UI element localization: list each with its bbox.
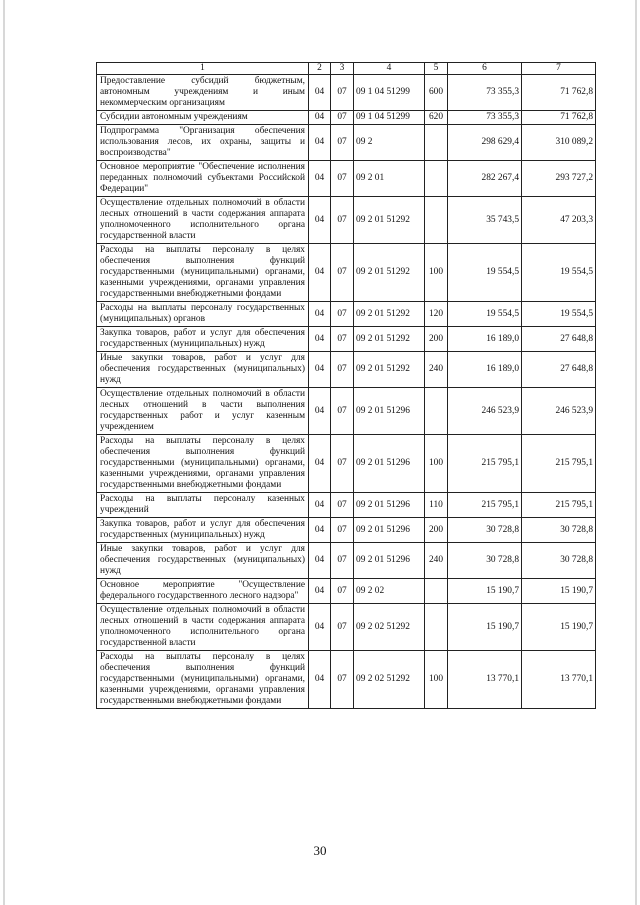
target-article-cell: 09 2 01 51292 bbox=[354, 352, 425, 388]
section-cell: 04 bbox=[309, 244, 331, 302]
expense-type-cell: 240 bbox=[425, 543, 448, 579]
amount-year2-cell: 30 728,8 bbox=[522, 518, 596, 543]
amount-year2-cell: 27 648,8 bbox=[522, 352, 596, 388]
amount-year2-cell: 246 523,9 bbox=[522, 388, 596, 435]
expense-type-cell: 100 bbox=[425, 435, 448, 493]
expense-type-cell: 100 bbox=[425, 651, 448, 709]
section-cell: 04 bbox=[309, 518, 331, 543]
section-cell: 04 bbox=[309, 435, 331, 493]
expense-name-cell: Иные закупки товаров, работ и услуг для обеспечения государственных (муниципальных) нужд bbox=[97, 352, 309, 388]
amount-year1-cell: 298 629,4 bbox=[448, 125, 522, 161]
subsection-cell: 07 bbox=[331, 352, 354, 388]
expense-name-cell: Осуществление отдельных полномочий в области лесных отношений в части содержания аппарата уполномоченного исполнительного органа государственной власти bbox=[97, 197, 309, 244]
section-cell: 04 bbox=[309, 493, 331, 518]
section-cell: 04 bbox=[309, 543, 331, 579]
expense-name-cell: Предоставление субсидий бюджетным, автономным учреждениям и иным некоммерческим организациям bbox=[97, 75, 309, 111]
section-cell: 04 bbox=[309, 75, 331, 111]
section-cell: 04 bbox=[309, 125, 331, 161]
subsection-cell: 07 bbox=[331, 327, 354, 352]
header-cell-4: 4 bbox=[354, 63, 425, 75]
table-row bbox=[97, 161, 596, 197]
table-row bbox=[97, 388, 596, 435]
header-cell-5: 5 bbox=[425, 63, 448, 75]
amount-year2-cell: 71 762,8 bbox=[522, 75, 596, 111]
target-article-cell: 09 2 01 51296 bbox=[354, 435, 425, 493]
expense-name-cell: Иные закупки товаров, работ и услуг для обеспечения государственных (муниципальных) нужд bbox=[97, 543, 309, 579]
subsection-cell: 07 bbox=[331, 435, 354, 493]
expense-name-cell: Расходы на выплаты персоналу государственных (муниципальных) органов bbox=[97, 302, 309, 327]
amount-year1-cell: 16 189,0 bbox=[448, 327, 522, 352]
subsection-cell: 07 bbox=[331, 111, 354, 125]
amount-year2-cell: 71 762,8 bbox=[522, 111, 596, 125]
table-header-row bbox=[97, 63, 596, 75]
expense-type-cell: 110 bbox=[425, 493, 448, 518]
subsection-cell: 07 bbox=[331, 388, 354, 435]
amount-year1-cell: 30 728,8 bbox=[448, 518, 522, 543]
amount-year2-cell: 293 727,2 bbox=[522, 161, 596, 197]
table-row bbox=[97, 244, 596, 302]
subsection-cell: 07 bbox=[331, 197, 354, 244]
expense-type-cell: 600 bbox=[425, 75, 448, 111]
section-cell: 04 bbox=[309, 579, 331, 604]
page-number: 30 bbox=[313, 843, 327, 858]
amount-year1-cell: 19 554,5 bbox=[448, 244, 522, 302]
section-cell: 04 bbox=[309, 161, 331, 197]
expense-name-cell: Основное мероприятие "Обеспечение исполнения переданных полномочий субъектами Российской Федерации" bbox=[97, 161, 309, 197]
amount-year1-cell: 73 355,3 bbox=[448, 75, 522, 111]
amount-year2-cell: 15 190,7 bbox=[522, 579, 596, 604]
expense-type-cell bbox=[425, 197, 448, 244]
table-row bbox=[97, 75, 596, 111]
expense-name-cell: Субсидии автономным учреждениям bbox=[97, 111, 309, 125]
table-row bbox=[97, 579, 596, 604]
amount-year2-cell: 19 554,5 bbox=[522, 302, 596, 327]
expense-type-cell bbox=[425, 604, 448, 651]
target-article-cell: 09 2 02 51292 bbox=[354, 604, 425, 651]
target-article-cell: 09 2 01 bbox=[354, 161, 425, 197]
table-row bbox=[97, 651, 596, 709]
amount-year1-cell: 73 355,3 bbox=[448, 111, 522, 125]
expense-type-cell: 200 bbox=[425, 518, 448, 543]
expense-name-cell: Расходы на выплаты персоналу казенных учреждений bbox=[97, 493, 309, 518]
amount-year2-cell: 15 190,7 bbox=[522, 604, 596, 651]
amount-year2-cell: 215 795,1 bbox=[522, 493, 596, 518]
amount-year2-cell: 13 770,1 bbox=[522, 651, 596, 709]
header-cell-3: 3 bbox=[331, 63, 354, 75]
amount-year1-cell: 30 728,8 bbox=[448, 543, 522, 579]
subsection-cell: 07 bbox=[331, 518, 354, 543]
target-article-cell: 09 2 01 51296 bbox=[354, 543, 425, 579]
amount-year1-cell: 16 189,0 bbox=[448, 352, 522, 388]
expense-name-cell: Расходы на выплаты персоналу в целях обеспечения выполнения функций государственными (муниципальными) органами, казенными учреждениями, органами управления государственными внебюджетными фондами bbox=[97, 651, 309, 709]
amount-year1-cell: 13 770,1 bbox=[448, 651, 522, 709]
table-row bbox=[97, 352, 596, 388]
target-article-cell: 09 2 01 51292 bbox=[354, 302, 425, 327]
header-cell-6: 6 bbox=[448, 63, 522, 75]
table-body bbox=[97, 75, 596, 709]
table-row bbox=[97, 197, 596, 244]
table-row bbox=[97, 125, 596, 161]
target-article-cell: 09 2 01 51296 bbox=[354, 388, 425, 435]
subsection-cell: 07 bbox=[331, 302, 354, 327]
amount-year1-cell: 246 523,9 bbox=[448, 388, 522, 435]
header-cell-1: 1 bbox=[97, 63, 309, 75]
amount-year2-cell: 30 728,8 bbox=[522, 543, 596, 579]
target-article-cell: 09 2 01 51296 bbox=[354, 518, 425, 543]
expense-type-cell: 200 bbox=[425, 327, 448, 352]
section-cell: 04 bbox=[309, 352, 331, 388]
subsection-cell: 07 bbox=[331, 125, 354, 161]
expense-type-cell bbox=[425, 579, 448, 604]
target-article-cell: 09 2 02 51292 bbox=[354, 651, 425, 709]
expense-name-cell: Закупка товаров, работ и услуг для обеспечения государственных (муниципальных) нужд bbox=[97, 518, 309, 543]
target-article-cell: 09 1 04 51299 bbox=[354, 111, 425, 125]
section-cell: 04 bbox=[309, 327, 331, 352]
section-cell: 04 bbox=[309, 302, 331, 327]
expense-name-cell: Расходы на выплаты персоналу в целях обеспечения выполнения функций государственными (муниципальными) органами, казенными учреждениями, органами управления государственными внебюджетными фондами bbox=[97, 435, 309, 493]
expense-type-cell bbox=[425, 125, 448, 161]
expense-name-cell: Закупка товаров, работ и услуг для обеспечения государственных (муниципальных) нужд bbox=[97, 327, 309, 352]
target-article-cell: 09 1 04 51299 bbox=[354, 75, 425, 111]
target-article-cell: 09 2 bbox=[354, 125, 425, 161]
expense-type-cell: 240 bbox=[425, 352, 448, 388]
table-row bbox=[97, 327, 596, 352]
section-cell: 04 bbox=[309, 604, 331, 651]
amount-year1-cell: 19 554,5 bbox=[448, 302, 522, 327]
amount-year1-cell: 215 795,1 bbox=[448, 493, 522, 518]
amount-year2-cell: 27 648,8 bbox=[522, 327, 596, 352]
amount-year2-cell: 47 203,3 bbox=[522, 197, 596, 244]
table-row bbox=[97, 493, 596, 518]
expense-type-cell: 620 bbox=[425, 111, 448, 125]
scan-left-edge bbox=[3, 0, 5, 905]
subsection-cell: 07 bbox=[331, 161, 354, 197]
target-article-cell: 09 2 01 51296 bbox=[354, 493, 425, 518]
subsection-cell: 07 bbox=[331, 543, 354, 579]
subsection-cell: 07 bbox=[331, 604, 354, 651]
expense-type-cell: 120 bbox=[425, 302, 448, 327]
amount-year2-cell: 19 554,5 bbox=[522, 244, 596, 302]
expense-name-cell: Основное мероприятие "Осуществление федерального государственного лесного надзора" bbox=[97, 579, 309, 604]
table-row bbox=[97, 543, 596, 579]
subsection-cell: 07 bbox=[331, 244, 354, 302]
subsection-cell: 07 bbox=[331, 579, 354, 604]
scan-right-edge bbox=[635, 0, 637, 905]
expense-name-cell: Подпрограмма "Организация обеспечения использования лесов, их охраны, защиты и воспроизводства" bbox=[97, 125, 309, 161]
section-cell: 04 bbox=[309, 388, 331, 435]
target-article-cell: 09 2 01 51292 bbox=[354, 197, 425, 244]
amount-year2-cell: 215 795,1 bbox=[522, 435, 596, 493]
table-row bbox=[97, 518, 596, 543]
expense-type-cell bbox=[425, 388, 448, 435]
table-row bbox=[97, 111, 596, 125]
subsection-cell: 07 bbox=[331, 493, 354, 518]
table-row bbox=[97, 604, 596, 651]
amount-year1-cell: 35 743,5 bbox=[448, 197, 522, 244]
header-cell-7: 7 bbox=[522, 63, 596, 75]
amount-year1-cell: 15 190,7 bbox=[448, 604, 522, 651]
subsection-cell: 07 bbox=[331, 75, 354, 111]
target-article-cell: 09 2 01 51292 bbox=[354, 327, 425, 352]
amount-year1-cell: 282 267,4 bbox=[448, 161, 522, 197]
amount-year1-cell: 215 795,1 bbox=[448, 435, 522, 493]
table-row bbox=[97, 435, 596, 493]
expense-name-cell: Осуществление отдельных полномочий в области лесных отношений в части содержания аппарата уполномоченного исполнительного органа государственной власти bbox=[97, 604, 309, 651]
target-article-cell: 09 2 01 51292 bbox=[354, 244, 425, 302]
section-cell: 04 bbox=[309, 651, 331, 709]
expense-name-cell: Осуществление отдельных полномочий в области лесных отношений в части выполнения государственных работ и услуг казенным учреждением bbox=[97, 388, 309, 435]
expense-name-cell: Расходы на выплаты персоналу в целях обеспечения выполнения функций государственными (муниципальными) органами, казенными учреждениями, органами управления государственными внебюджетными фондами bbox=[97, 244, 309, 302]
amount-year1-cell: 15 190,7 bbox=[448, 579, 522, 604]
header-cell-2: 2 bbox=[309, 63, 331, 75]
section-cell: 04 bbox=[309, 197, 331, 244]
budget-table bbox=[96, 62, 596, 709]
section-cell: 04 bbox=[309, 111, 331, 125]
target-article-cell: 09 2 02 bbox=[354, 579, 425, 604]
expense-type-cell: 100 bbox=[425, 244, 448, 302]
expense-type-cell bbox=[425, 161, 448, 197]
subsection-cell: 07 bbox=[331, 651, 354, 709]
table-row bbox=[97, 302, 596, 327]
amount-year2-cell: 310 089,2 bbox=[522, 125, 596, 161]
